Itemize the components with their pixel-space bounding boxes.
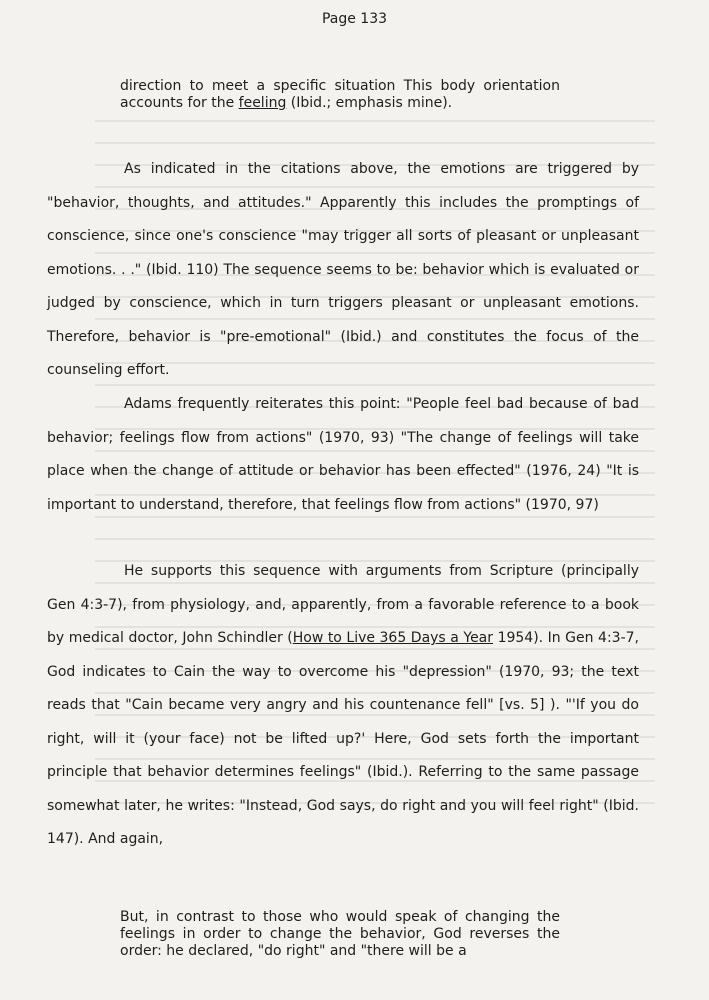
block-quote-text <box>120 78 560 112</box>
quote-text-part: (Ibid.; emphasis mine). <box>286 95 453 111</box>
block-quote-feeling <box>120 78 560 112</box>
paragraph-text <box>47 555 639 857</box>
underlined-term: feeling <box>238 95 287 111</box>
paragraph-text-part: He supports this sequence with arguments from Scripture (principally Gen 4:3-7), from physiology, and, apparently, from a favorable reference to a book by medical doctor, John Schindler ( <box>47 563 639 646</box>
block-quote-text: But, in contrast to those who would speak of changing the feelings in order to change the behavior, God reverses the order: he declared, "do right" and "there will be a <box>120 909 560 959</box>
paragraph-text-part: 1954). In Gen 4:3-7, God indicates to Cain the way to overcome his "depression" (1970, 93; the text reads that "Cain became very angry and his countenance fell" [vs. 5] ). "'If you do right, will it (your face) not be lifted up?' Here, God sets forth the important principle that behavior determines feelings" (Ibid.). Referring to the same passage somewhat later, he writes: "Instead, God says, do right and you will feel right" (Ibid. 147). And again, <box>47 630 639 847</box>
paragraph-adams-reiterates <box>47 388 639 522</box>
quote-text-part: direction to meet a specific situation This body orientation accounts for the <box>120 78 560 111</box>
paragraph-text: As indicated in the citations above, the emotions are triggered by "behavior, thoughts, and attitudes." Apparently this includes the promptings of conscience, since one's conscience "may trigger all sorts of pleasant or unpleasant emotions. . ." (Ibid. 110) The sequence seems to be: behavior which is evaluated or judged by conscience, which in turn triggers pleasant or unpleasant emotions. Therefore, behavior is "pre-emotional" (Ibid.) and constitutes the focus of the counseling effort. <box>47 161 639 378</box>
block-quote-god-reverses <box>120 909 560 960</box>
paragraph-emotions-triggered <box>47 153 639 388</box>
paragraph-text: Adams frequently reiterates this point: "People feel bad because of bad behavior; feelings flow from actions" (1970, 93) "The change of feelings will take place when the change of attitude or behavior has been effected" (1976, 24) "It is important to understand, therefore, that feelings flow from actions" (1970, 97) <box>47 396 639 513</box>
page-number: Page 133 <box>321 11 388 27</box>
paragraph-scripture-arguments <box>47 555 639 857</box>
book-title: How to Live 365 Days a Year <box>292 630 494 646</box>
